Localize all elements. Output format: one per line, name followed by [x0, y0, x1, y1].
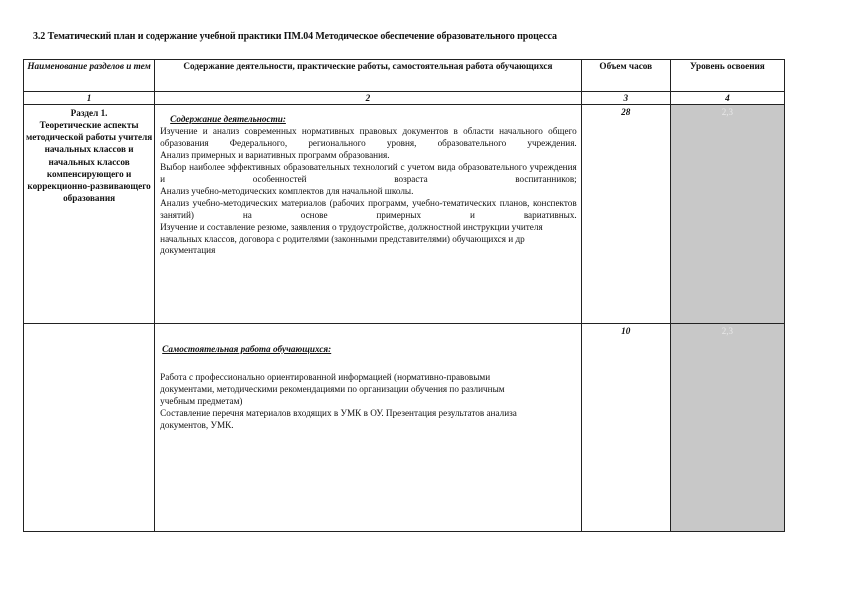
header-sections: Наименование разделов и тем — [24, 60, 155, 92]
hours-cell: 28 — [581, 105, 670, 324]
table-header-row — [24, 60, 785, 92]
level-cell: 2,3 — [670, 105, 784, 324]
activity-subtitle: Содержание деятельности: — [170, 114, 286, 124]
table-row — [24, 105, 785, 324]
column-number-row — [24, 92, 785, 105]
column-number-1: 1 — [24, 92, 155, 105]
column-number-2: 2 — [155, 92, 582, 105]
activity-line: Выбор наиболее эффективных образовательных технологий с учетом вида образовательного учреждения и особенностей возраста воспитанников; — [160, 161, 577, 184]
column-number-3: 3 — [581, 92, 670, 105]
column-number-4: 4 — [670, 92, 784, 105]
header-hours: Объем часов — [581, 60, 670, 92]
page-title: 3.2 Тематический план и содержание учебной практики ПМ.04 Методическое обеспечение образовательного процесса — [33, 31, 557, 42]
thematic-plan-table — [23, 59, 785, 532]
section-cell — [24, 105, 155, 324]
activity-line: Изучение и составление резюме, заявления о трудоустройстве, должностной инструкции учителя начальных классов, договора с родителями (законными представителями) обучающихся и др документация — [160, 221, 543, 256]
empty-section-cell — [24, 324, 155, 532]
header-content: Содержание деятельности, практические работы, самостоятельная работа обучающихся — [155, 60, 582, 92]
spacer — [160, 356, 577, 372]
activity-line: Анализ примерных и вариативных программ образования. — [160, 149, 390, 160]
self-study-line: Составление перечня материалов входящих в УМК в ОУ. Презентация результатов анализа документов, УМК. — [160, 407, 517, 430]
activity-line: Анализ учебно-методических комплектов для начальной школы. — [160, 185, 414, 196]
section-name: Теоретические аспекты методической работы учителя начальных классов и начальных классов компенсирующего и коррекционно-развивающего образования — [25, 120, 153, 203]
activity-line: Анализ учебно-методических материалов (рабочих программ, учебно-тематических планов, конспектов занятий) на основе примерных и вариативных. — [160, 197, 577, 220]
activity-content-cell — [155, 105, 582, 324]
self-study-line: Работа с профессионально ориентированной информацией (нормативно-правовыми документами, методическими рекомендациями по организации обучения по различным учебным предметам) — [160, 371, 505, 406]
header-level: Уровень освоения — [670, 60, 784, 92]
self-study-subtitle: Самостоятельная работа обучающихся: — [162, 344, 332, 354]
level-cell: 2,3 — [670, 324, 784, 532]
table-row — [24, 324, 785, 532]
self-study-content-cell — [155, 324, 582, 532]
activity-line: Изучение и анализ современных нормативных правовых документов в области начального общего образования Федерального, регионального уровня, образовательного учреждения. — [160, 125, 577, 148]
hours-cell: 10 — [581, 324, 670, 532]
section-label: Раздел 1. — [70, 108, 108, 118]
